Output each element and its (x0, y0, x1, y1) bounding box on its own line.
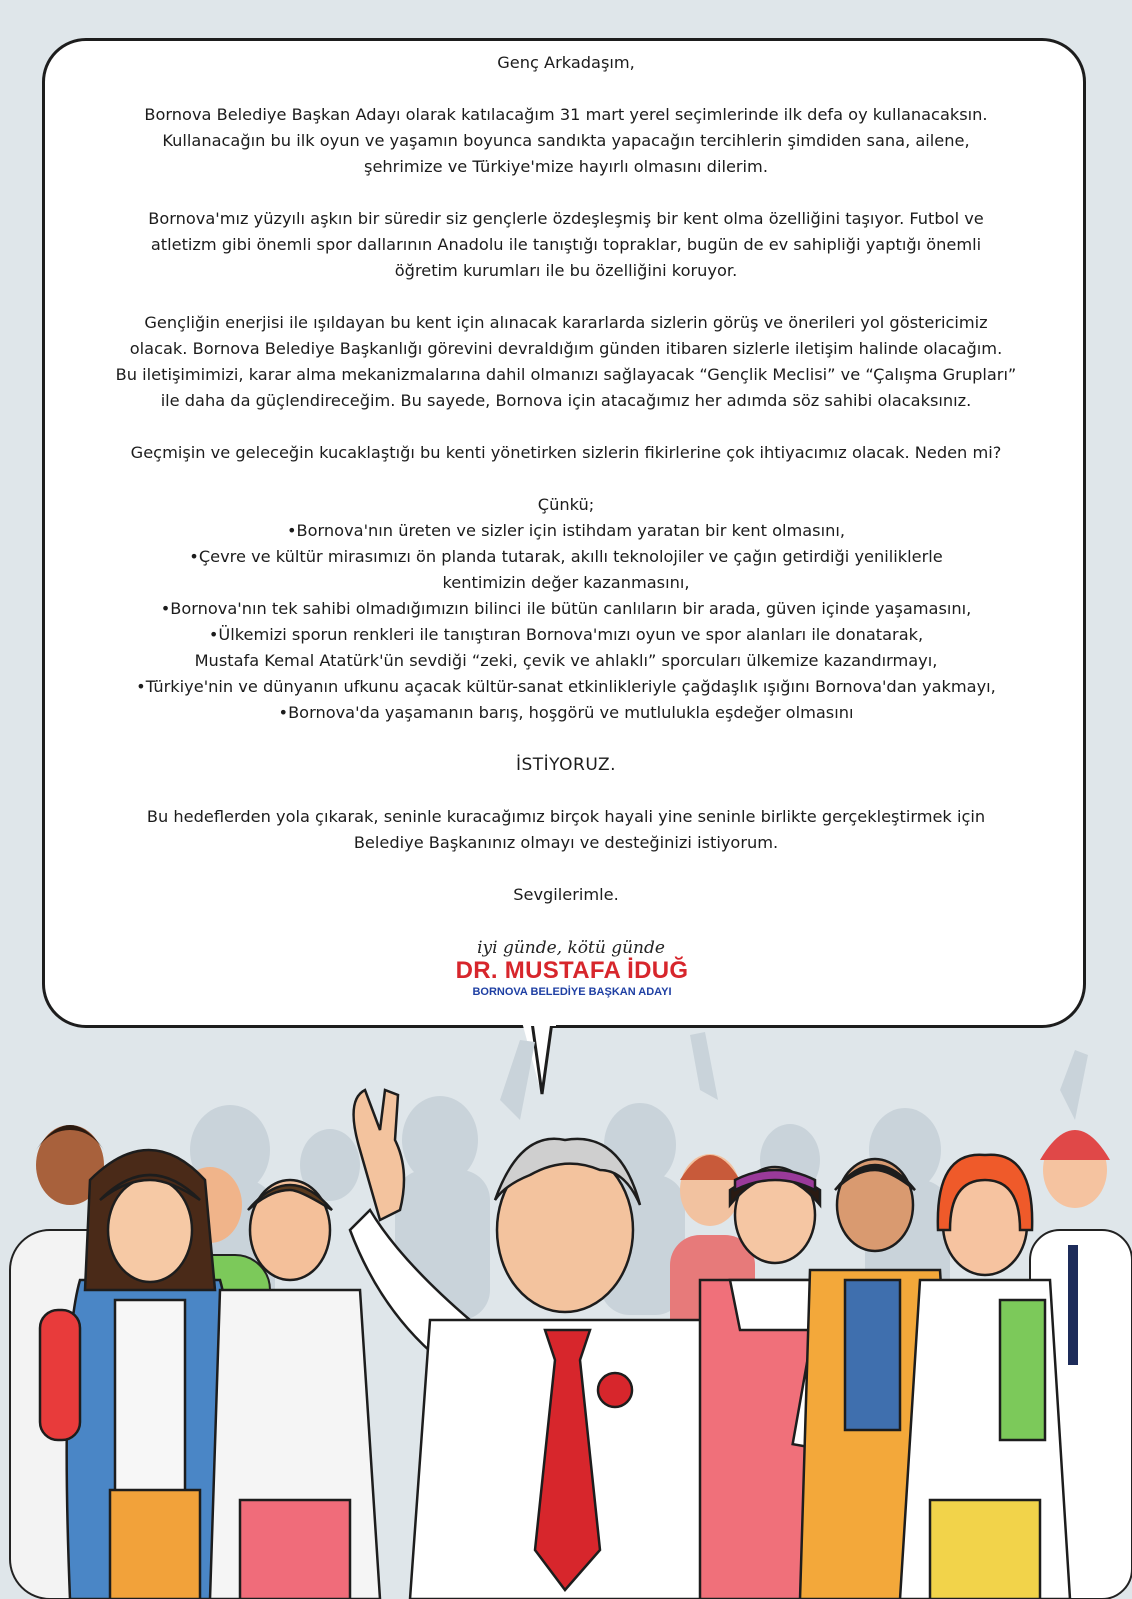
signature-role: BORNOVA BELEDİYE BAŞKAN ADAYI (472, 986, 672, 998)
letter-body (60, 50, 1072, 908)
paragraph-line: atletizm gibi önemli spor dallarının Anadolu ile tanıştığı topraklar, bugün de ev sahipliği yaptığı önemli (150, 235, 982, 254)
reason-line: •Bornova'nın tek sahibi olmadığımızın bilinci ile bütün canlıların bir arada, güven içinde yaşamasını, (160, 599, 972, 618)
reason-line: •Türkiye'nin ve dünyanın ufkunu açacak kültür-sanat etkinlikleriyle çağdaşlık ışığını Bornova'dan yakmayı, (136, 677, 996, 696)
closing-line: Belediye Başkanınız olmayı ve desteğinizi istiyorum. (353, 833, 779, 852)
paragraph-line: öğretim kurumları ile bu özelliğini koruyor. (394, 261, 738, 280)
letter-paragraph (60, 206, 1072, 284)
reason-line: •Bornova'da yaşamanın barış, hoşgörü ve mutlulukla eşdeğer olmasını (278, 703, 854, 722)
reason-line: •Çevre ve kültür mirasımızı ön planda tutarak, akıllı teknolojiler ve çağın getirdiği yeniliklerle (189, 547, 943, 566)
closing-line: Bu hedeflerden yola çıkarak, seninle kuracağımız birçok hayali yine seninle birlikte gerçekleştirmek için (146, 807, 986, 826)
signature-name: DR. MUSTAFA İDUĞ (455, 957, 689, 984)
letter-paragraphs (60, 102, 1072, 466)
paragraph-line: Bornova'mız yüzyılı aşkın bir süredir siz gençlerle özdeşleşmiş bir kent olma özelliğini taşıyor. Futbol ve (148, 209, 984, 228)
letter-greeting: Genç Arkadaşım, (497, 53, 635, 72)
reason-item (60, 700, 1072, 726)
paragraph-line: Gençliğin enerjisi ile ışıldayan bu kent için alınacak kararlarda sizlerin görüş ve önerileri yol göstericimiz (144, 313, 988, 332)
paragraph-line: Bu iletişimimizi, karar alma mekanizmalarına dahil olmanızı sağlayacak “Gençlik Meclisi” ve “Çalışma Grupları” (115, 365, 1017, 384)
reason-item (60, 622, 1072, 674)
reason-line: kentimizin değer kazanmasını, (442, 573, 690, 592)
reason-item (60, 544, 1072, 596)
reasons-list (60, 518, 1072, 726)
signature-slogan: iyi günde, kötü günde (477, 938, 665, 958)
paragraph-line: şehrimize ve Türkiye'mize hayırlı olmasını dilerim. (364, 157, 768, 176)
letter-paragraph (60, 310, 1072, 414)
paragraph-line: Bornova Belediye Başkan Adayı olarak katılacağım 31 mart yerel seçimlerinde ilk defa oy kullanacaksın. (144, 105, 988, 124)
paragraph-line: olacak. Bornova Belediye Başkanlığı görevini devraldığım günden itibaren sizlerle iletişim halinde olacağım. (129, 339, 1003, 358)
reasons-intro: Çünkü; (537, 495, 595, 514)
paragraph-line: ile daha da güçlendireceğim. Bu sayede, Bornova için atacağımız her adımda söz sahibi olacaksınız. (160, 391, 972, 410)
closing-paragraph (60, 804, 1072, 856)
reason-line: •Ülkemizi sporun renkleri ile tanıştıran Bornova'mızı oyun ve spor alanları ile donatarak, (208, 625, 924, 644)
paragraph-line: Geçmişin ve geleceğin kucaklaştığı bu kenti yönetirken sizlerin fikirlerine çok ihtiyacımız olacak. Neden mi? (130, 443, 1002, 462)
crowd-illustration (0, 1030, 1132, 1599)
reason-item (60, 518, 1072, 544)
letter-paragraph (60, 440, 1072, 466)
reason-line: •Bornova'nın üreten ve sizler için istihdam yaratan bir kent olmasını, (287, 521, 845, 540)
reason-line: Mustafa Kemal Atatürk'ün sevdiği “zeki, çevik ve ahlaklı” sporcuları ülkemize kazandırmayı, (194, 651, 938, 670)
letter-paragraph (60, 102, 1072, 180)
reason-item (60, 674, 1072, 700)
istiyoruz-line: İSTİYORUZ. (515, 755, 617, 775)
paragraph-line: Kullanacağın bu ilk oyun ve yaşamın boyunca sandıkta yapacağın tercihlerin şimdiden sana, ailene, (162, 131, 970, 150)
signoff: Sevgilerimle. (513, 885, 619, 904)
reason-item (60, 596, 1072, 622)
signature-block (0, 938, 1132, 1000)
